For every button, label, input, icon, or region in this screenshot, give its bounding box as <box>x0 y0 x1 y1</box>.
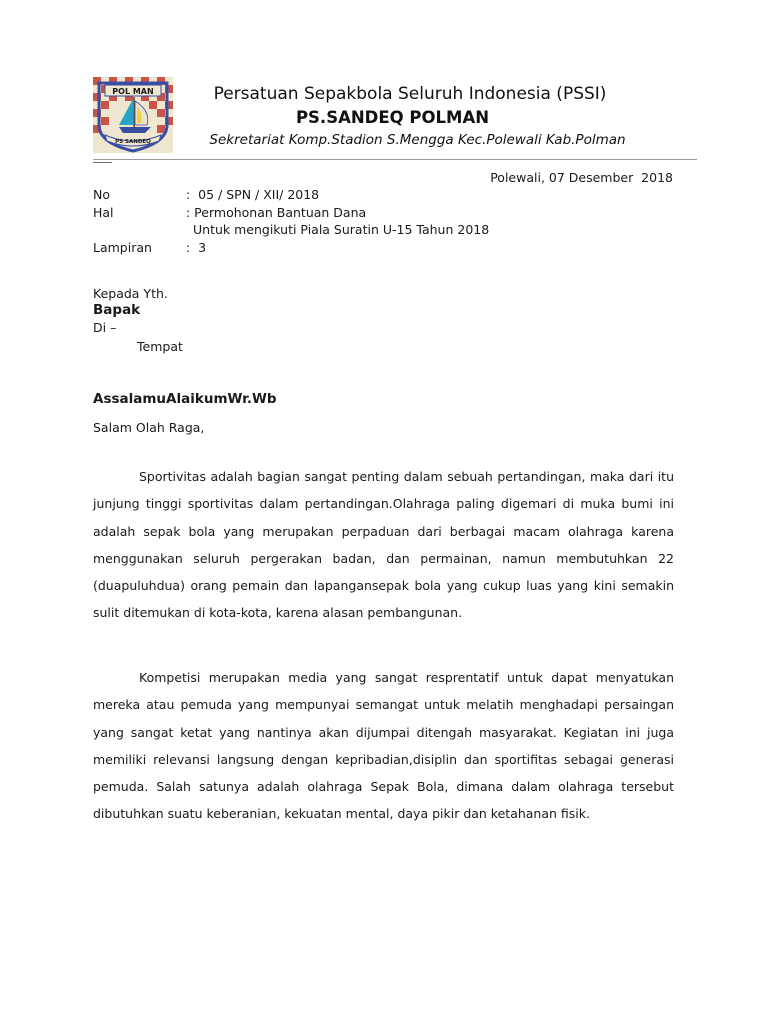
addressee-to: Kepada Yth. <box>93 286 168 301</box>
header-divider-accent <box>93 162 112 163</box>
body-paragraph-1: Sportivitas adalah bagian sangat penting dalam sebuah pertandingan, maka dari itu junjung tinggi sportivitas dalam pertandingan.Olahraga paling digemari di muka bumi ini adalah sepak bola yang merupakan perpaduan dari berbagai macam olahraga karena menggunakan seluruh pergerakan badan, dan permainan, namun membutuhkan 22 (duapuluhdua) orang pemain dan lapangansepak bola yang cukup luas yang kini semakin sulit ditemukan di kota-kota, karena alasan pembangunan. <box>93 469 674 621</box>
subject-value-continued: Untuk mengikuti Piala Suratin U-15 Tahun 2018 <box>193 222 490 237</box>
club-name: PS.SANDEQ POLMAN <box>295 108 490 127</box>
attachment-value: : 3 <box>186 240 207 255</box>
logo-top-text: POL MAN <box>112 87 154 96</box>
subject-value: : Permohonan Bantuan Dana <box>186 205 367 220</box>
logo-bottom-text: PS SANDEQ <box>115 139 151 145</box>
addressee-place: Tempat <box>137 339 183 354</box>
attachment-label: Lampiran <box>93 240 152 255</box>
meta-row-attachment <box>93 240 673 256</box>
greeting: AssalamuAlaikumWr.Wb <box>93 391 277 407</box>
meta-row-number <box>93 187 673 203</box>
meta-row-subject-cont <box>93 222 673 238</box>
letter-date: Polewali, 07 Desember 2018 <box>490 170 673 185</box>
salutation: Salam Olah Raga, <box>93 420 205 435</box>
secretariat-address: Sekretariat Komp.Stadion S.Mengga Kec.Polewali Kab.Polman <box>209 132 626 148</box>
addressee-at: Di – <box>93 320 117 335</box>
number-label: No <box>93 187 110 202</box>
organization-name: Persatuan Sepakbola Seluruh Indonesia (PSSI) <box>213 84 607 104</box>
number-value: : 05 / SPN / XII/ 2018 <box>186 187 320 202</box>
header-divider <box>93 159 697 160</box>
subject-label: Hal <box>93 205 114 220</box>
addressee-name: Bapak <box>93 302 141 318</box>
body-paragraph-2: Kompetisi merupakan media yang sangat resprentatif untuk dapat menyatukan mereka atau pemuda yang mempunyai semangat untuk melatih menghadapi persaingan yang sangat ketat yang nantinya akan dijumpai ditengah masyarakat. Kegiatan ini juga memiliki relevansi langsung dengan kepribadian,disiplin dan sportifitas sebagai generasi pemuda. Salah satunya adalah olahraga Sepak Bola, dimana dalam olahraga tersebut dibutuhkan suatu keberanian, kekuatan mental, daya pikir dan ketahanan fisik. <box>93 670 674 822</box>
meta-row-subject <box>93 205 673 221</box>
